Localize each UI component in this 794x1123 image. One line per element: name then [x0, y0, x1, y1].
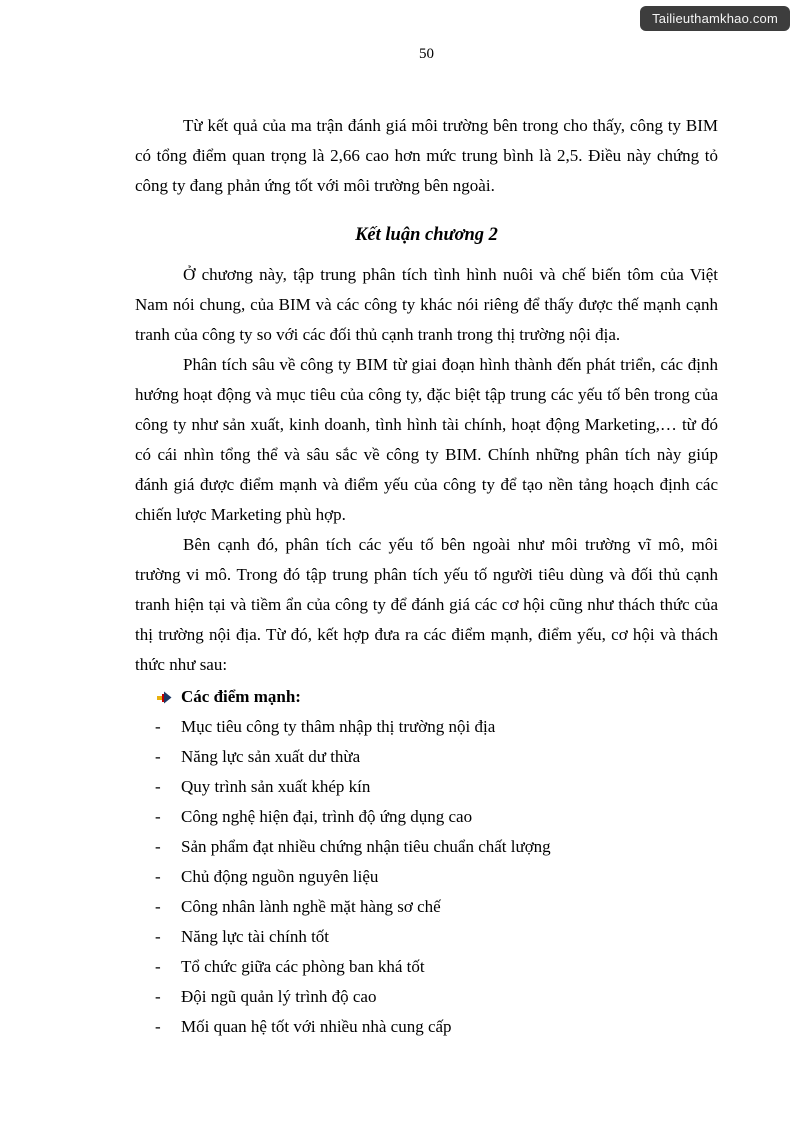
list-item	[135, 922, 718, 952]
dash-marker: -	[155, 867, 161, 886]
list-item-text: Công nhân lành nghề mặt hàng sơ chế	[181, 897, 441, 916]
paragraph-intro: Từ kết quả của ma trận đánh giá môi trường bên trong cho thấy, công ty BIM có tổng điểm quan trọng là 2,66 cao hơn mức trung bình là 2,5. Điều này chứng tỏ công ty đang phản ứng tốt với môi trường bên ngoài.	[135, 116, 718, 195]
colored-bullet-icon	[157, 691, 172, 704]
list-item-text: Mục tiêu công ty thâm nhập thị trường nội địa	[181, 717, 496, 736]
dash-marker: -	[155, 747, 161, 766]
strengths-title: Các điểm mạnh:	[181, 687, 301, 706]
list-item-text: Chủ động nguồn nguyên liệu	[181, 867, 379, 886]
list-item	[135, 772, 718, 802]
chapter-conclusion-heading: Kết luận chương 2	[355, 225, 498, 245]
list-item	[135, 952, 718, 982]
strengths-list	[135, 712, 718, 1042]
dash-marker: -	[155, 897, 161, 916]
list-item	[135, 862, 718, 892]
list-item-text: Công nghệ hiện đại, trình độ ứng dụng cao	[181, 807, 473, 826]
dash-marker: -	[155, 777, 161, 796]
list-item-text: Quy trình sản xuất khép kín	[181, 777, 371, 796]
list-item	[135, 742, 718, 772]
list-item-text: Năng lực tài chính tốt	[181, 927, 330, 946]
list-item	[135, 802, 718, 832]
dash-marker: -	[155, 957, 161, 976]
watermark-badge: Tailieuthamkhao.com	[640, 6, 790, 31]
dash-marker: -	[155, 717, 161, 736]
list-item	[135, 832, 718, 862]
list-item-text: Tổ chức giữa các phòng ban khá tốt	[181, 957, 425, 976]
list-item-text: Mối quan hệ tốt với nhiều nhà cung cấp	[181, 1017, 452, 1036]
dash-marker: -	[155, 837, 161, 856]
dash-marker: -	[155, 927, 161, 946]
list-item	[135, 982, 718, 1012]
list-item	[135, 892, 718, 922]
paragraph-1: Ở chương này, tập trung phân tích tình hình nuôi và chế biến tôm của Việt Nam nói chung, của BIM và các công ty khác nói riêng để thấy được thế mạnh cạnh tranh của công ty so với các đối thủ cạnh tranh trong thị trường nội địa.	[135, 265, 718, 344]
paragraph-3: Bên cạnh đó, phân tích các yếu tố bên ngoài như môi trường vĩ mô, môi trường vi mô. Trong đó tập trung phân tích yếu tố người tiêu dùng và đối thủ cạnh tranh hiện tại và tiềm ẩn của công ty để đánh giá các cơ hội cũng như thách thức của thị trường nội địa. Từ đó, kết hợp đưa ra các điểm mạnh, điểm yếu, cơ hội và thách thức như sau:	[135, 535, 718, 674]
dash-marker: -	[155, 1017, 161, 1036]
list-item-text: Sản phẩm đạt nhiều chứng nhận tiêu chuẩn chất lượng	[181, 837, 551, 856]
list-item	[135, 1012, 718, 1042]
dash-marker: -	[155, 807, 161, 826]
paragraph-2: Phân tích sâu về công ty BIM từ giai đoạn hình thành đến phát triển, các định hướng hoạt động và mục tiêu của công ty, đặc biệt tập trung các yếu tố bên trong của công ty như sản xuất, kinh doanh, tình hình tài chính, hoạt động Marketing,… từ đó có cái nhìn tổng thể và sâu sắc về công ty BIM. Chính những phân tích này giúp đánh giá được điểm mạnh và điểm yếu của công ty để tạo nền tảng hoạch định các chiến lược Marketing phù hợp.	[135, 355, 718, 524]
dash-marker: -	[155, 987, 161, 1006]
list-item	[135, 712, 718, 742]
strengths-header	[135, 682, 718, 712]
list-item-text: Đội ngũ quản lý trình độ cao	[181, 987, 377, 1006]
list-item-text: Năng lực sản xuất dư thừa	[181, 747, 361, 766]
page-number: 50	[419, 46, 434, 62]
